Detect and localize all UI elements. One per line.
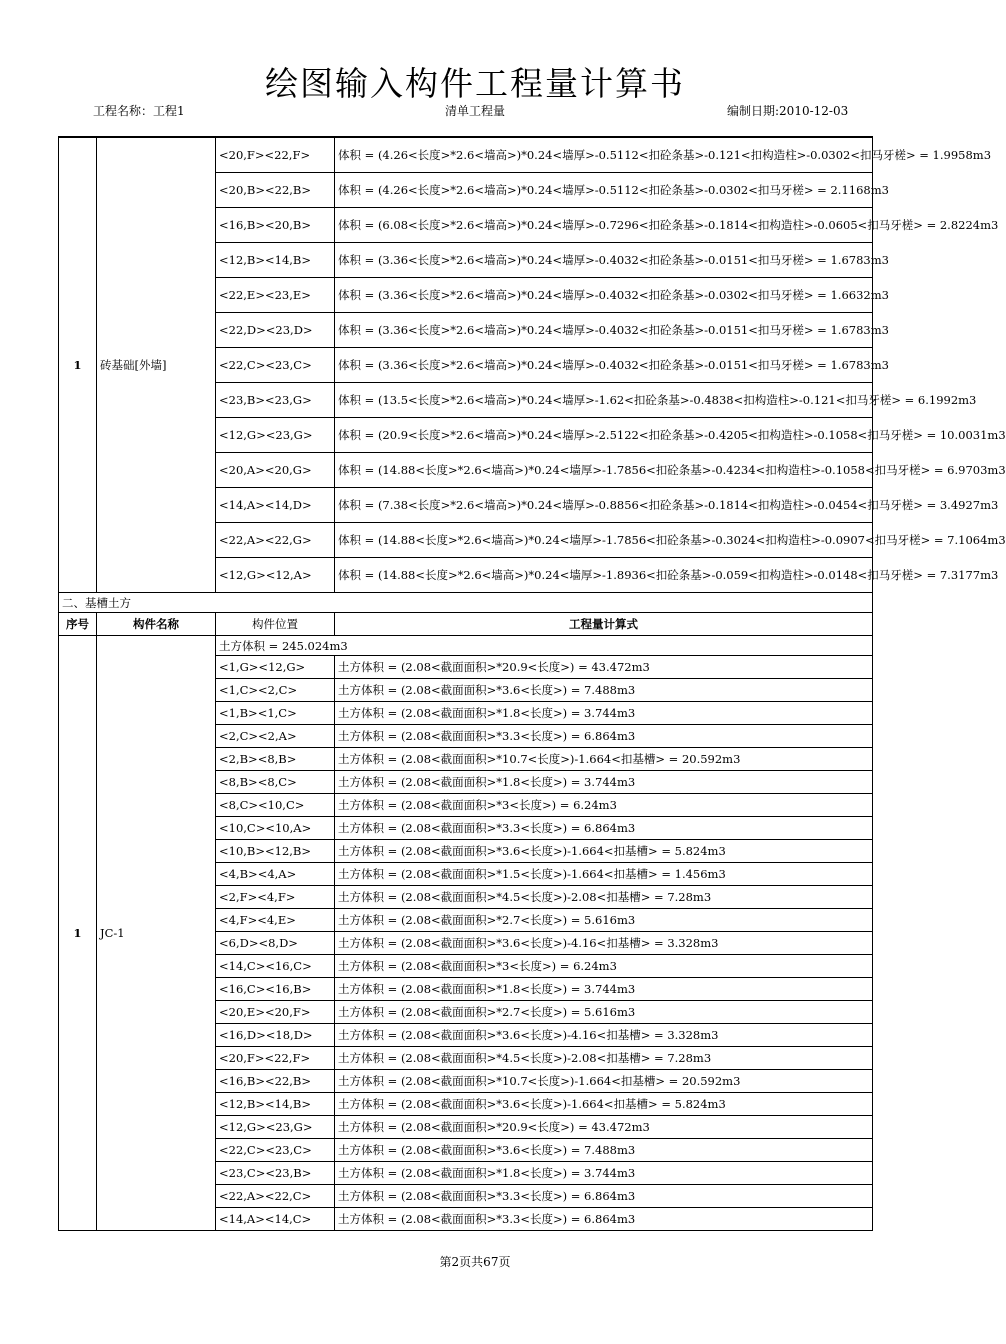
component-location: <20,E><20,F> bbox=[216, 1001, 335, 1024]
component-location: <12,G><12,A> bbox=[216, 558, 335, 593]
component-location: <22,E><23,E> bbox=[216, 278, 335, 313]
section-title: 二、基槽土方 bbox=[59, 593, 873, 613]
quantity-formula: 土方体积 = (2.08<截面面积>*3.6<长度>)-4.16<扣基槽> = 3.328m3 bbox=[335, 932, 873, 955]
component-location: <12,B><14,B> bbox=[216, 243, 335, 278]
table-row bbox=[59, 636, 873, 656]
component-location: <2,F><4,F> bbox=[216, 886, 335, 909]
quantity-type: 清单工程量 bbox=[444, 104, 505, 118]
component-location: <16,B><20,B> bbox=[216, 208, 335, 243]
component-location: <2,C><2,A> bbox=[216, 725, 335, 748]
quantity-formula: 土方体积 = (2.08<截面面积>*1.8<长度>) = 3.744m3 bbox=[335, 1162, 873, 1185]
component-location: <12,B><14,B> bbox=[216, 1093, 335, 1116]
quantity-formula: 土方体积 = (2.08<截面面积>*3.6<长度>)-4.16<扣基槽> = 3.328m3 bbox=[335, 1024, 873, 1047]
quantity-formula: 土方体积 = (2.08<截面面积>*3.6<长度>)-1.664<扣基槽> = 5.824m3 bbox=[335, 840, 873, 863]
component-location: <1,B><1,C> bbox=[216, 702, 335, 725]
quantity-formula: 体积 = (14.88<长度>*2.6<墙高>)*0.24<墙厚>-1.8936<扣砼条基>-0.059<扣构造柱>-0.0148<扣马牙槎> = 7.3177m3 bbox=[335, 558, 873, 593]
brick-foundation-section bbox=[59, 137, 1006, 593]
component-location: <6,D><8,D> bbox=[216, 932, 335, 955]
header-name: 构件名称 bbox=[97, 613, 216, 636]
component-location: <23,C><23,B> bbox=[216, 1162, 335, 1185]
quantity-formula: 土方体积 = (2.08<截面面积>*20.9<长度>) = 43.472m3 bbox=[335, 656, 873, 679]
quantity-formula: 体积 = (3.36<长度>*2.6<墙高>)*0.24<墙厚>-0.4032<扣砼条基>-0.0151<扣马牙槎> = 1.6783m3 bbox=[335, 243, 873, 278]
trench-earthwork-section bbox=[59, 636, 873, 1231]
component-location: <14,A><14,C> bbox=[216, 1208, 335, 1231]
quantity-formula: 体积 = (13.5<长度>*2.6<墙高>)*0.24<墙厚>-1.62<扣砼条基>-0.4838<扣构造柱>-0.121<扣马牙槎> = 6.1992m3 bbox=[335, 383, 873, 418]
component-location: <22,A><22,G> bbox=[216, 523, 335, 558]
quantity-formula: 土方体积 = (2.08<截面面积>*3.3<长度>) = 6.864m3 bbox=[335, 1208, 873, 1231]
component-location: <14,C><16,C> bbox=[216, 955, 335, 978]
table-row bbox=[59, 137, 873, 173]
quantity-formula: 土方体积 = (2.08<截面面积>*3.3<长度>) = 6.864m3 bbox=[335, 817, 873, 840]
component-location: <16,D><18,D> bbox=[216, 1024, 335, 1047]
component-location: <22,C><23,C> bbox=[216, 348, 335, 383]
header-location: 构件位置 bbox=[216, 613, 335, 636]
component-location: <23,B><23,G> bbox=[216, 383, 335, 418]
component-location: <22,C><23,C> bbox=[216, 1139, 335, 1162]
component-location: <8,C><10,C> bbox=[216, 794, 335, 817]
component-location: <20,F><22,F> bbox=[216, 1047, 335, 1070]
quantity-formula: 土方体积 = (2.08<截面面积>*3<长度>) = 6.24m3 bbox=[335, 955, 873, 978]
component-location: <10,C><10,A> bbox=[216, 817, 335, 840]
quantity-formula: 土方体积 = (2.08<截面面积>*4.5<长度>)-2.08<扣基槽> = 7.28m3 bbox=[335, 1047, 873, 1070]
quantity-formula: 土方体积 = (2.08<截面面积>*10.7<长度>)-1.664<扣基槽> = 20.592m3 bbox=[335, 1070, 873, 1093]
component-name: JC-1 bbox=[97, 636, 216, 1231]
quantity-formula: 土方体积 = (2.08<截面面积>*2.7<长度>) = 5.616m3 bbox=[335, 1001, 873, 1024]
header-seq: 序号 bbox=[59, 613, 97, 636]
compile-date: 编制日期:2010-12-03 bbox=[727, 104, 849, 118]
quantity-formula: 土方体积 = (2.08<截面面积>*3.6<长度>) = 7.488m3 bbox=[335, 679, 873, 702]
project-name: 工程名称：工程1 bbox=[93, 104, 185, 118]
quantity-formula: 土方体积 = (2.08<截面面积>*1.5<长度>)-1.664<扣基槽> = 1.456m3 bbox=[335, 863, 873, 886]
component-name: 砖基础[外墙] bbox=[97, 137, 216, 593]
quantity-formula: 体积 = (4.26<长度>*2.6<墙高>)*0.24<墙厚>-0.5112<扣砼条基>-0.121<扣构造柱>-0.0302<扣马牙槎> = 1.9958m3 bbox=[335, 137, 873, 173]
row-seq: 1 bbox=[59, 636, 97, 1231]
quantity-formula: 土方体积 = (2.08<截面面积>*3<长度>) = 6.24m3 bbox=[335, 794, 873, 817]
quantity-formula: 体积 = (14.88<长度>*2.6<墙高>)*0.24<墙厚>-1.7856<扣砼条基>-0.4234<扣构造柱>-0.1058<扣马牙槎> = 6.9703m3 bbox=[335, 453, 873, 488]
quantity-formula: 体积 = (3.36<长度>*2.6<墙高>)*0.24<墙厚>-0.4032<扣砼条基>-0.0151<扣马牙槎> = 1.6783m3 bbox=[335, 348, 873, 383]
component-location: <4,B><4,A> bbox=[216, 863, 335, 886]
component-location: <20,A><20,G> bbox=[216, 453, 335, 488]
quantity-formula: 体积 = (3.36<长度>*2.6<墙高>)*0.24<墙厚>-0.4032<扣砼条基>-0.0151<扣马牙槎> = 1.6783m3 bbox=[335, 313, 873, 348]
component-location: <4,F><4,E> bbox=[216, 909, 335, 932]
quantity-formula: 体积 = (7.38<长度>*2.6<墙高>)*0.24<墙厚>-0.8856<扣砼条基>-0.1814<扣构造柱>-0.0454<扣马牙槎> = 3.4927m3 bbox=[335, 488, 873, 523]
component-location: <14,A><14,D> bbox=[216, 488, 335, 523]
quantity-formula: 土方体积 = (2.08<截面面积>*3.3<长度>) = 6.864m3 bbox=[335, 1185, 873, 1208]
quantity-formula: 土方体积 = (2.08<截面面积>*3.6<长度>) = 7.488m3 bbox=[335, 1139, 873, 1162]
quantity-formula: 土方体积 = (2.08<截面面积>*20.9<长度>) = 43.472m3 bbox=[335, 1116, 873, 1139]
quantity-formula: 土方体积 = (2.08<截面面积>*1.8<长度>) = 3.744m3 bbox=[335, 702, 873, 725]
quantity-formula: 体积 = (20.9<长度>*2.6<墙高>)*0.24<墙厚>-2.5122<扣砼条基>-0.4205<扣构造柱>-0.1058<扣马牙槎> = 10.0031m3 bbox=[335, 418, 873, 453]
total-volume: 土方体积 = 245.024m3 bbox=[216, 636, 873, 656]
quantity-formula: 土方体积 = (2.08<截面面积>*3.3<长度>) = 6.864m3 bbox=[335, 725, 873, 748]
component-location: <20,F><22,F> bbox=[216, 137, 335, 173]
row-seq: 1 bbox=[59, 137, 97, 593]
component-location: <12,G><23,G> bbox=[216, 1116, 335, 1139]
component-location: <22,D><23,D> bbox=[216, 313, 335, 348]
page-footer: 第2页共67页 bbox=[439, 1255, 511, 1269]
quantity-formula: 土方体积 = (2.08<截面面积>*4.5<长度>)-2.08<扣基槽> = 7.28m3 bbox=[335, 886, 873, 909]
component-location: <2,B><8,B> bbox=[216, 748, 335, 771]
quantity-formula: 体积 = (14.88<长度>*2.6<墙高>)*0.24<墙厚>-1.7856<扣砼条基>-0.3024<扣构造柱>-0.0907<扣马牙槎> = 7.1064m3 bbox=[335, 523, 873, 558]
document-title: 绘图输入构件工程量计算书 bbox=[265, 64, 685, 103]
component-location: <1,G><12,G> bbox=[216, 656, 335, 679]
component-location: <8,B><8,C> bbox=[216, 771, 335, 794]
calculation-table bbox=[58, 136, 1006, 1231]
component-location: <1,C><2,C> bbox=[216, 679, 335, 702]
quantity-formula: 体积 = (3.36<长度>*2.6<墙高>)*0.24<墙厚>-0.4032<扣砼条基>-0.0302<扣马牙槎> = 1.6632m3 bbox=[335, 278, 873, 313]
component-location: <22,A><22,C> bbox=[216, 1185, 335, 1208]
quantity-formula: 土方体积 = (2.08<截面面积>*3.6<长度>)-1.664<扣基槽> = 5.824m3 bbox=[335, 1093, 873, 1116]
component-location: <12,G><23,G> bbox=[216, 418, 335, 453]
quantity-formula: 体积 = (4.26<长度>*2.6<墙高>)*0.24<墙厚>-0.5112<扣砼条基>-0.0302<扣马牙槎> = 2.1168m3 bbox=[335, 173, 873, 208]
quantity-formula: 土方体积 = (2.08<截面面积>*10.7<长度>)-1.664<扣基槽> = 20.592m3 bbox=[335, 748, 873, 771]
quantity-formula: 土方体积 = (2.08<截面面积>*2.7<长度>) = 5.616m3 bbox=[335, 909, 873, 932]
component-location: <16,C><16,B> bbox=[216, 978, 335, 1001]
quantity-formula: 土方体积 = (2.08<截面面积>*1.8<长度>) = 3.744m3 bbox=[335, 771, 873, 794]
table-header bbox=[59, 613, 873, 636]
quantity-formula: 体积 = (6.08<长度>*2.6<墙高>)*0.24<墙厚>-0.7296<扣砼条基>-0.1814<扣构造柱>-0.0605<扣马牙槎> = 2.8224m3 bbox=[335, 208, 873, 243]
quantity-formula: 土方体积 = (2.08<截面面积>*1.8<长度>) = 3.744m3 bbox=[335, 978, 873, 1001]
header-formula: 工程量计算式 bbox=[335, 613, 873, 636]
component-location: <16,B><22,B> bbox=[216, 1070, 335, 1093]
component-location: <10,B><12,B> bbox=[216, 840, 335, 863]
component-location: <20,B><22,B> bbox=[216, 173, 335, 208]
